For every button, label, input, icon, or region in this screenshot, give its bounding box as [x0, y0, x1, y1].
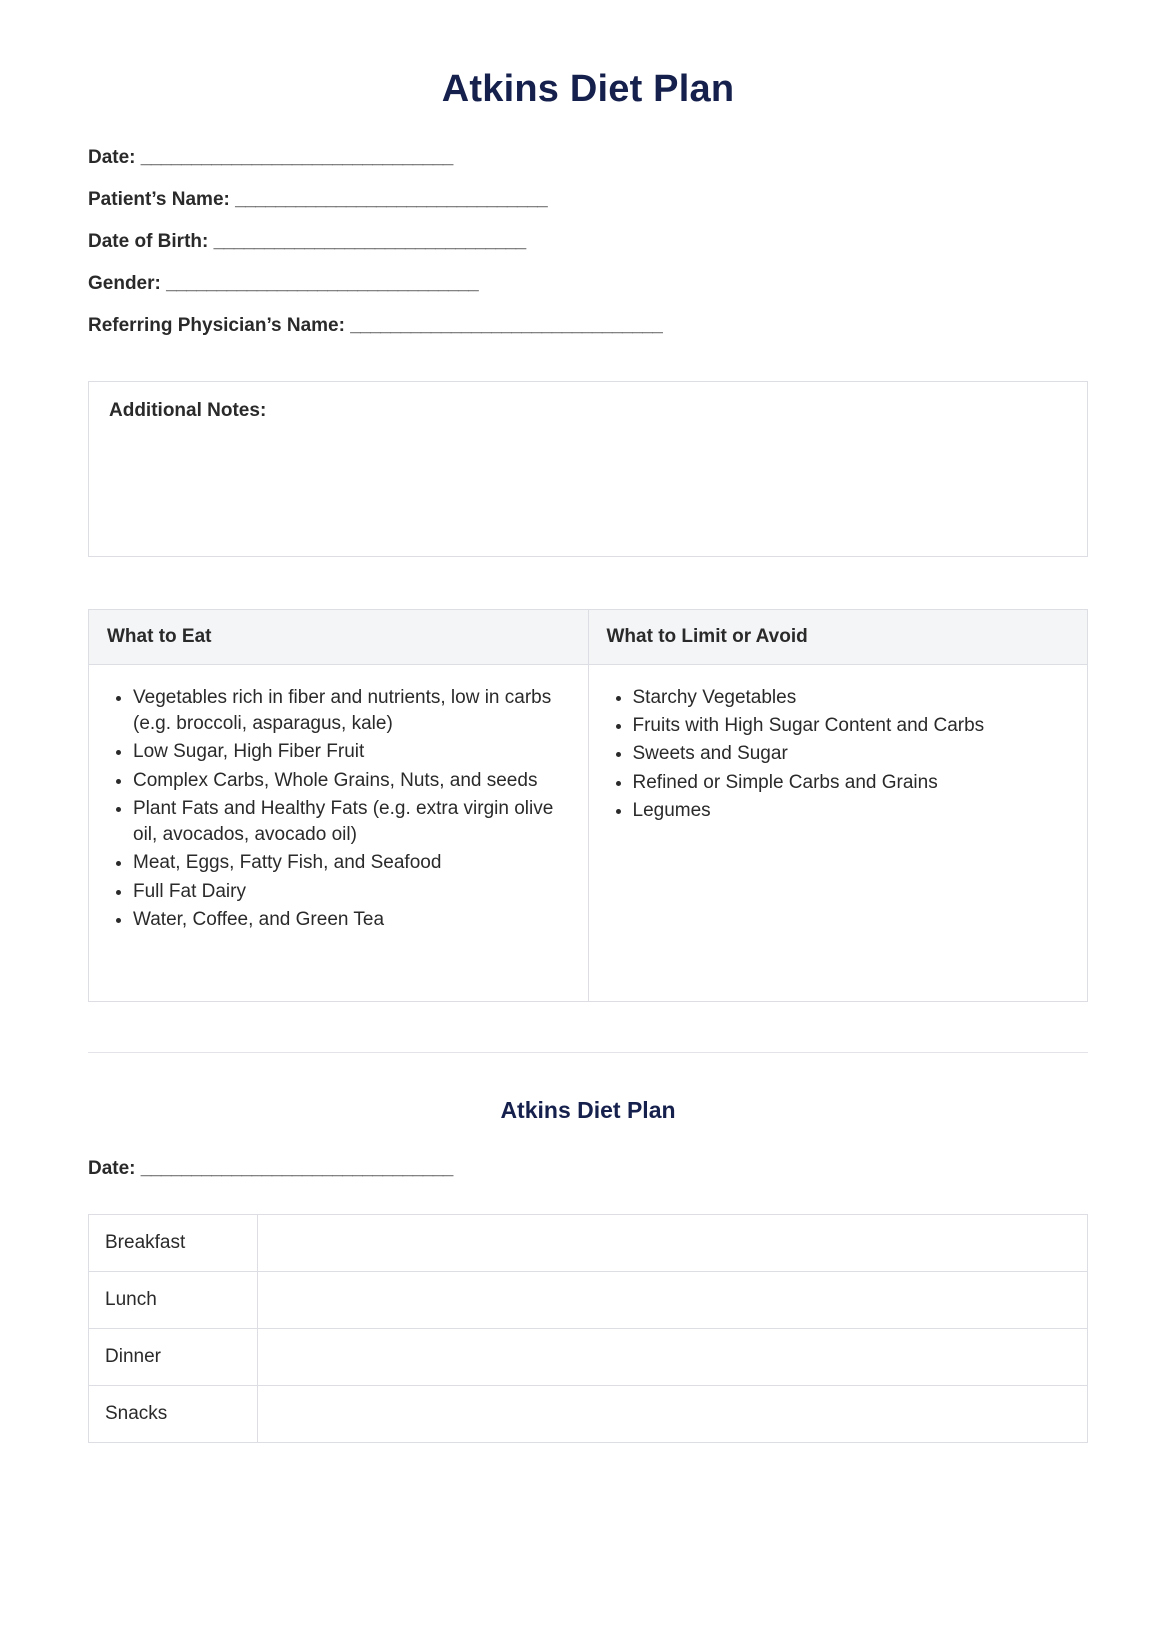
list-item: • Starchy Vegetables: [633, 685, 1070, 711]
field-gender: [88, 273, 1088, 295]
field-patient-name-blank[interactable]: _______________________________: [235, 189, 548, 210]
field-date-label: Date:: [88, 147, 136, 168]
meal-value-dinner[interactable]: [258, 1329, 1088, 1386]
patient-info-fields: [88, 147, 1088, 337]
meal-value-snacks[interactable]: [258, 1386, 1088, 1443]
section-two-date-field: [88, 1158, 1088, 1180]
list-item: • Refined or Simple Carbs and Grains: [633, 770, 1070, 796]
field-date-of-birth: [88, 231, 1088, 253]
food-guidance-table: [88, 609, 1088, 1002]
additional-notes-label: Additional Notes:: [109, 400, 267, 421]
what-to-eat-cell: [89, 665, 589, 1002]
meal-plan-table: [88, 1214, 1088, 1443]
what-to-avoid-list: [607, 685, 1070, 824]
field-date-blank[interactable]: _______________________________: [140, 147, 453, 168]
field-referring-physician: [88, 315, 1088, 337]
section-divider: [88, 1052, 1088, 1053]
list-item: • Legumes: [633, 798, 1070, 824]
table-row: [89, 1386, 1088, 1443]
list-item: • Vegetables rich in fiber and nutrients, low in carbs (e.g. broccoli, asparagus, kale): [133, 685, 570, 737]
list-item: • Meat, Eggs, Fatty Fish, and Seafood: [133, 850, 570, 876]
field-date-of-birth-label: Date of Birth:: [88, 231, 209, 252]
page-title: Atkins Diet Plan: [441, 68, 735, 110]
meal-label-lunch: Lunch: [89, 1272, 258, 1329]
meal-label-breakfast: Breakfast: [89, 1215, 258, 1272]
meal-value-lunch[interactable]: [258, 1272, 1088, 1329]
column-header-what-to-eat: What to Eat: [89, 610, 589, 665]
meal-label-dinner: Dinner: [89, 1329, 258, 1386]
food-table-row: [89, 665, 1088, 1002]
list-item: • Full Fat Dairy: [133, 879, 570, 905]
section-two-date-label: Date:: [88, 1158, 136, 1179]
list-item: • Water, Coffee, and Green Tea: [133, 907, 570, 933]
list-item: • Sweets and Sugar: [633, 741, 1070, 767]
list-item: • Complex Carbs, Whole Grains, Nuts, and seeds: [133, 768, 570, 794]
field-gender-blank[interactable]: _______________________________: [166, 273, 479, 294]
table-row: [89, 1329, 1088, 1386]
table-row: [89, 1215, 1088, 1272]
meal-value-breakfast[interactable]: [258, 1215, 1088, 1272]
field-gender-label: Gender:: [88, 273, 161, 294]
field-referring-physician-blank[interactable]: _______________________________: [350, 315, 663, 336]
column-header-what-to-limit-or-avoid: What to Limit or Avoid: [588, 610, 1088, 665]
field-patient-name-label: Patient’s Name:: [88, 189, 230, 210]
field-date: [88, 147, 1088, 169]
section-two-date-blank[interactable]: _______________________________: [140, 1158, 453, 1179]
field-date-of-birth-blank[interactable]: _______________________________: [213, 231, 526, 252]
list-item: • Plant Fats and Healthy Fats (e.g. extra virgin olive oil, avocados, avocado oil): [133, 796, 570, 848]
list-item: • Fruits with High Sugar Content and Carbs: [633, 713, 1070, 739]
food-table-header-row: [89, 610, 1088, 665]
what-to-avoid-cell: [588, 665, 1088, 1002]
what-to-eat-list: [107, 685, 570, 933]
field-patient-name: [88, 189, 1088, 211]
field-referring-physician-label: Referring Physician’s Name:: [88, 315, 345, 336]
meal-label-snacks: Snacks: [89, 1386, 258, 1443]
additional-notes-box[interactable]: [88, 381, 1088, 557]
section-two-title: Atkins Diet Plan: [500, 1097, 676, 1123]
list-item: • Low Sugar, High Fiber Fruit: [133, 739, 570, 765]
table-row: [89, 1272, 1088, 1329]
